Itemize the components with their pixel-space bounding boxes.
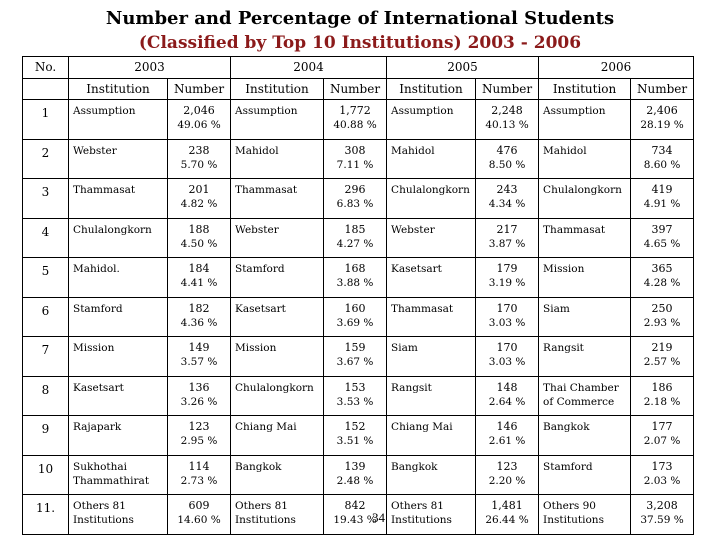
- student-count: 182: [188, 301, 210, 315]
- student-count: 168: [344, 262, 366, 275]
- number-cell: [168, 258, 231, 298]
- rank-cell: 11.: [23, 495, 69, 535]
- institution-cell: Mission: [231, 337, 324, 377]
- number-cell: [168, 218, 231, 258]
- table-row: [23, 376, 694, 416]
- institution-cell: Webster: [387, 218, 476, 258]
- student-count: 170: [496, 301, 518, 315]
- student-count: 1,772: [339, 104, 371, 117]
- institution-cell: Chulalongkorn: [69, 218, 168, 258]
- rank-cell: 2: [23, 139, 69, 179]
- student-percentage: 2.64 %: [488, 395, 526, 408]
- student-percentage: 4.91 %: [643, 198, 681, 210]
- institution-cell: Assumption: [69, 100, 168, 140]
- student-percentage: 2.93 %: [643, 316, 681, 329]
- student-percentage: 3.88 %: [336, 277, 374, 289]
- student-percentage: 14.60 %: [177, 514, 221, 526]
- student-count: 153: [344, 380, 366, 394]
- student-count: 2,406: [646, 104, 678, 117]
- institution-cell: Stamford: [231, 258, 324, 298]
- student-count: 219: [651, 341, 673, 354]
- table-row: [23, 100, 694, 140]
- student-percentage: 4.82 %: [180, 198, 218, 210]
- student-percentage: 4.41 %: [180, 277, 218, 289]
- student-percentage: 2.07 %: [643, 435, 681, 447]
- number-cell: [476, 218, 539, 258]
- student-count: 123: [188, 420, 210, 433]
- rank-cell: 3: [23, 179, 69, 219]
- institution-cell: Kasetsart: [69, 376, 168, 416]
- institution-cell: Bangkok: [539, 416, 631, 456]
- student-percentage: 7.11 %: [336, 158, 374, 171]
- number-cell: [168, 416, 231, 456]
- institution-cell: Siam: [539, 297, 631, 337]
- student-percentage: 2.20 %: [488, 474, 526, 487]
- student-count: 1,481: [491, 499, 523, 512]
- institution-cell: Thammasat: [69, 179, 168, 219]
- number-cell: [168, 139, 231, 179]
- number-cell: [476, 416, 539, 456]
- student-percentage: 6.83 %: [336, 198, 374, 210]
- number-cell: [168, 495, 231, 535]
- rank-cell: 1: [23, 100, 69, 140]
- number-cell: [476, 455, 539, 495]
- student-count: 152: [344, 420, 366, 433]
- number-cell: [476, 495, 539, 535]
- institution-cell: Mahidol.: [69, 258, 168, 298]
- number-cell: [631, 455, 694, 495]
- number-cell: [476, 337, 539, 377]
- student-count: 114: [188, 459, 210, 473]
- student-percentage: 5.70 %: [180, 158, 218, 171]
- year-header-2003: 2003: [69, 57, 231, 79]
- student-count: 296: [344, 183, 366, 196]
- number-cell: [476, 179, 539, 219]
- number-cell: [476, 139, 539, 179]
- student-count: 136: [188, 380, 210, 394]
- student-count: 397: [651, 222, 673, 236]
- student-count: 2,248: [491, 104, 523, 117]
- number-cell: [324, 337, 387, 377]
- number-cell: [631, 495, 694, 535]
- table-row: [23, 455, 694, 495]
- number-cell: [631, 297, 694, 337]
- rank-cell: 8: [23, 376, 69, 416]
- institution-header: Institution: [387, 79, 476, 100]
- number-cell: [168, 100, 231, 140]
- institution-cell: Kasetsart: [231, 297, 324, 337]
- table-row: [23, 218, 694, 258]
- institution-cell: Assumption: [387, 100, 476, 140]
- student-percentage: 8.60 %: [643, 158, 681, 171]
- institution-cell: Thai Chamber of Commerce: [539, 376, 631, 416]
- student-count: 123: [496, 459, 518, 473]
- institution-header: Institution: [69, 79, 168, 100]
- student-percentage: 4.34 %: [488, 198, 526, 210]
- student-count: 184: [188, 262, 210, 275]
- table-row: [23, 495, 694, 535]
- number-cell: [168, 376, 231, 416]
- student-count: 188: [188, 222, 210, 236]
- institution-cell: Mahidol: [231, 139, 324, 179]
- number-cell: [324, 455, 387, 495]
- student-count: 186: [651, 380, 673, 394]
- student-count: 365: [651, 262, 673, 275]
- student-percentage: 4.50 %: [180, 237, 218, 250]
- student-percentage: 2.73 %: [180, 474, 218, 487]
- student-count: 185: [344, 222, 366, 236]
- student-percentage: 26.44 %: [485, 514, 529, 526]
- number-header: Number: [168, 79, 231, 100]
- table-row: [23, 297, 694, 337]
- student-percentage: 4.36 %: [180, 316, 218, 329]
- student-percentage: 4.27 %: [336, 237, 374, 250]
- student-percentage: 40.13 %: [485, 119, 529, 131]
- student-percentage: 3.51 %: [336, 435, 374, 447]
- institution-cell: Chulalongkorn: [387, 179, 476, 219]
- student-percentage: 2.48 %: [336, 474, 374, 487]
- student-count: 243: [496, 183, 518, 196]
- rank-cell: 9: [23, 416, 69, 456]
- number-cell: [168, 337, 231, 377]
- number-cell: [168, 455, 231, 495]
- rank-cell: 6: [23, 297, 69, 337]
- institution-cell: Others 81 Institutions: [231, 495, 324, 535]
- institution-cell: Bangkok: [387, 455, 476, 495]
- student-count: 146: [496, 420, 518, 433]
- rank-cell: 4: [23, 218, 69, 258]
- table-row: [23, 179, 694, 219]
- student-percentage: 3.67 %: [336, 356, 374, 368]
- student-percentage: 4.28 %: [643, 277, 681, 289]
- table-row: [23, 139, 694, 179]
- student-percentage: 28.19 %: [640, 119, 684, 131]
- student-percentage: 3.19 %: [488, 277, 526, 289]
- institution-cell: Thammasat: [387, 297, 476, 337]
- student-percentage: 3.57 %: [180, 356, 218, 368]
- institution-cell: Siam: [387, 337, 476, 377]
- student-percentage: 3.87 %: [488, 237, 526, 250]
- number-cell: [168, 179, 231, 219]
- institution-cell: Thammasat: [539, 218, 631, 258]
- student-count: 842: [344, 499, 366, 512]
- student-count: 238: [188, 143, 210, 157]
- student-percentage: 3.53 %: [336, 395, 374, 408]
- institution-cell: Webster: [231, 218, 324, 258]
- number-cell: [324, 416, 387, 456]
- institution-cell: Mahidol: [387, 139, 476, 179]
- number-cell: [168, 297, 231, 337]
- page-title: Number and Percentage of International Students: [105, 8, 615, 29]
- number-cell: [324, 297, 387, 337]
- student-percentage: 3.69 %: [336, 316, 374, 329]
- student-count: 170: [496, 341, 518, 354]
- student-percentage: 40.88 %: [333, 119, 377, 131]
- student-count: 159: [344, 341, 366, 354]
- student-percentage: 8.50 %: [488, 158, 526, 171]
- institution-cell: Rangsit: [387, 376, 476, 416]
- institution-cell: Sukhothai Thammathirat: [69, 455, 168, 495]
- blank-header: [23, 79, 69, 100]
- number-header: Number: [476, 79, 539, 100]
- student-count: 609: [188, 499, 210, 512]
- student-percentage: 2.95 %: [180, 435, 218, 447]
- institution-cell: Chiang Mai: [387, 416, 476, 456]
- student-percentage: 37.59 %: [640, 514, 684, 526]
- institution-cell: Rangsit: [539, 337, 631, 377]
- table-row: [23, 258, 694, 298]
- number-cell: [631, 218, 694, 258]
- student-percentage: 2.57 %: [643, 356, 681, 368]
- institution-cell: Others 90 Institutions: [539, 495, 631, 535]
- table-row: [23, 416, 694, 456]
- student-count: 3,208: [646, 499, 678, 512]
- student-count: 160: [344, 301, 366, 315]
- student-percentage: 3.26 %: [180, 395, 218, 408]
- number-cell: [476, 258, 539, 298]
- number-cell: [631, 416, 694, 456]
- number-cell: [324, 100, 387, 140]
- institution-cell: Thammasat: [231, 179, 324, 219]
- institution-cell: Mission: [539, 258, 631, 298]
- student-count: 201: [188, 183, 210, 196]
- number-cell: [324, 179, 387, 219]
- institution-header: Institution: [231, 79, 324, 100]
- institution-cell: Assumption: [539, 100, 631, 140]
- student-percentage: 19.43 %: [333, 514, 377, 526]
- institution-cell: Bangkok: [231, 455, 324, 495]
- institution-cell: Mahidol: [539, 139, 631, 179]
- student-count: 476: [496, 143, 518, 157]
- number-cell: [476, 376, 539, 416]
- institution-cell: Chiang Mai: [231, 416, 324, 456]
- student-count: 734: [651, 143, 673, 157]
- institution-cell: Others 81 Institutions: [387, 495, 476, 535]
- student-percentage: 3.03 %: [488, 356, 526, 368]
- student-count: 177: [651, 420, 673, 433]
- page-number: 34: [372, 510, 385, 525]
- year-header-2005: 2005: [387, 57, 539, 79]
- number-cell: [324, 218, 387, 258]
- student-percentage: 49.06 %: [177, 119, 221, 131]
- student-count: 148: [496, 380, 518, 394]
- rank-cell: 5: [23, 258, 69, 298]
- institution-cell: Webster: [69, 139, 168, 179]
- student-count: 419: [651, 183, 673, 196]
- number-header: Number: [631, 79, 694, 100]
- student-percentage: 2.03 %: [643, 474, 681, 487]
- student-count: 250: [651, 301, 673, 315]
- student-count: 149: [188, 341, 210, 354]
- student-count: 173: [651, 459, 673, 473]
- number-cell: [476, 100, 539, 140]
- number-cell: [631, 179, 694, 219]
- rank-cell: 7: [23, 337, 69, 377]
- number-cell: [324, 258, 387, 298]
- institution-cell: Stamford: [539, 455, 631, 495]
- institution-cell: Chulalongkorn: [231, 376, 324, 416]
- institution-cell: Rajapark: [69, 416, 168, 456]
- student-percentage: 2.18 %: [643, 395, 681, 408]
- institution-header: Institution: [539, 79, 631, 100]
- institution-cell: Mission: [69, 337, 168, 377]
- page-subtitle: (Classified by Top 10 Institutions) 2003 - 2006: [138, 33, 582, 53]
- institution-cell: Chulalongkorn: [539, 179, 631, 219]
- student-percentage: 2.61 %: [488, 435, 526, 447]
- year-header-2006: 2006: [539, 57, 694, 79]
- number-cell: [324, 139, 387, 179]
- number-cell: [476, 297, 539, 337]
- number-cell: [631, 337, 694, 377]
- institution-cell: Assumption: [231, 100, 324, 140]
- number-cell: [631, 139, 694, 179]
- institution-cell: Others 81 Institutions: [69, 495, 168, 535]
- student-percentage: 4.65 %: [643, 237, 681, 250]
- number-header: Number: [324, 79, 387, 100]
- number-cell: [631, 100, 694, 140]
- number-cell: [324, 376, 387, 416]
- student-percentage: 3.03 %: [488, 316, 526, 329]
- year-header-2004: 2004: [231, 57, 387, 79]
- student-count: 139: [344, 459, 366, 473]
- table-body: [23, 100, 694, 535]
- number-cell: [631, 258, 694, 298]
- institution-cell: Stamford: [69, 297, 168, 337]
- rank-cell: 10: [23, 455, 69, 495]
- table-row: [23, 337, 694, 377]
- institution-cell: Kasetsart: [387, 258, 476, 298]
- no-header: No.: [23, 57, 69, 79]
- student-count: 2,046: [183, 104, 215, 117]
- students-table: [22, 56, 694, 535]
- number-cell: [631, 376, 694, 416]
- student-count: 179: [496, 262, 518, 275]
- student-count: 217: [496, 222, 518, 236]
- student-count: 308: [344, 143, 366, 157]
